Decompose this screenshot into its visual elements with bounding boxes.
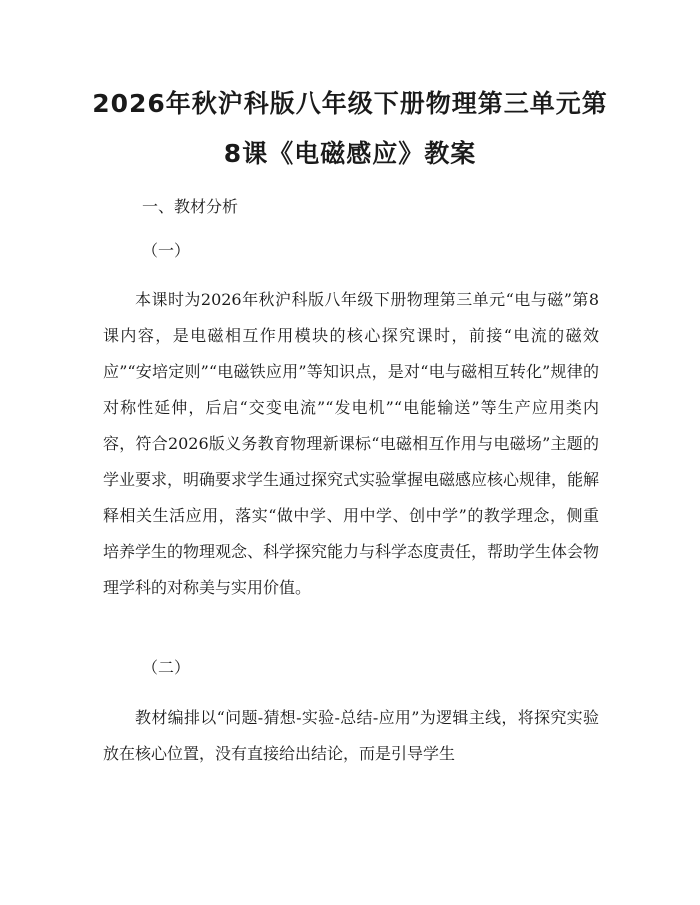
paragraph-1: 本课时为2026年秋沪科版八年级下册物理第三单元“电与磁”第8课内容，是电磁相互作用模块的核心探究课时，前接“电流的磁效应”“安培定则”“电磁铁应用”等知识点，是对“电与磁相互转化”规律的对称性延伸，后启“交变电流”“发电机”“电能输送”等生产应用类内容，符合2026版义务教育物理新课标“电磁相互作用与电磁场”主题的学业要求，明确要求学生通过探究式实验掌握电磁感应核心规律，能解释相关生活应用，落实“做中学、用中学、创中学”的教学理念，侧重培养学生的物理观念、科学探究能力与科学态度责任，帮助学生体会物理学科的对称美与实用价值。 — [103, 290, 600, 597]
document-title-line-1: 2026年秋沪科版八年级下册物理第三单元第 — [92, 89, 608, 118]
subsection-heading-2: （二） — [142, 658, 191, 677]
section-heading-textbook-analysis: 一、教材分析 — [142, 197, 239, 216]
document-title-line-2: 8课《电磁感应》教案 — [223, 139, 477, 168]
paragraph-2: 教材编排以“问题-猜想-实验-总结-应用”为逻辑主线，将探究实验放在核心位置，没有直接给出结论，而是引导学生 — [103, 708, 599, 763]
subsection-heading-1: （一） — [142, 241, 191, 260]
